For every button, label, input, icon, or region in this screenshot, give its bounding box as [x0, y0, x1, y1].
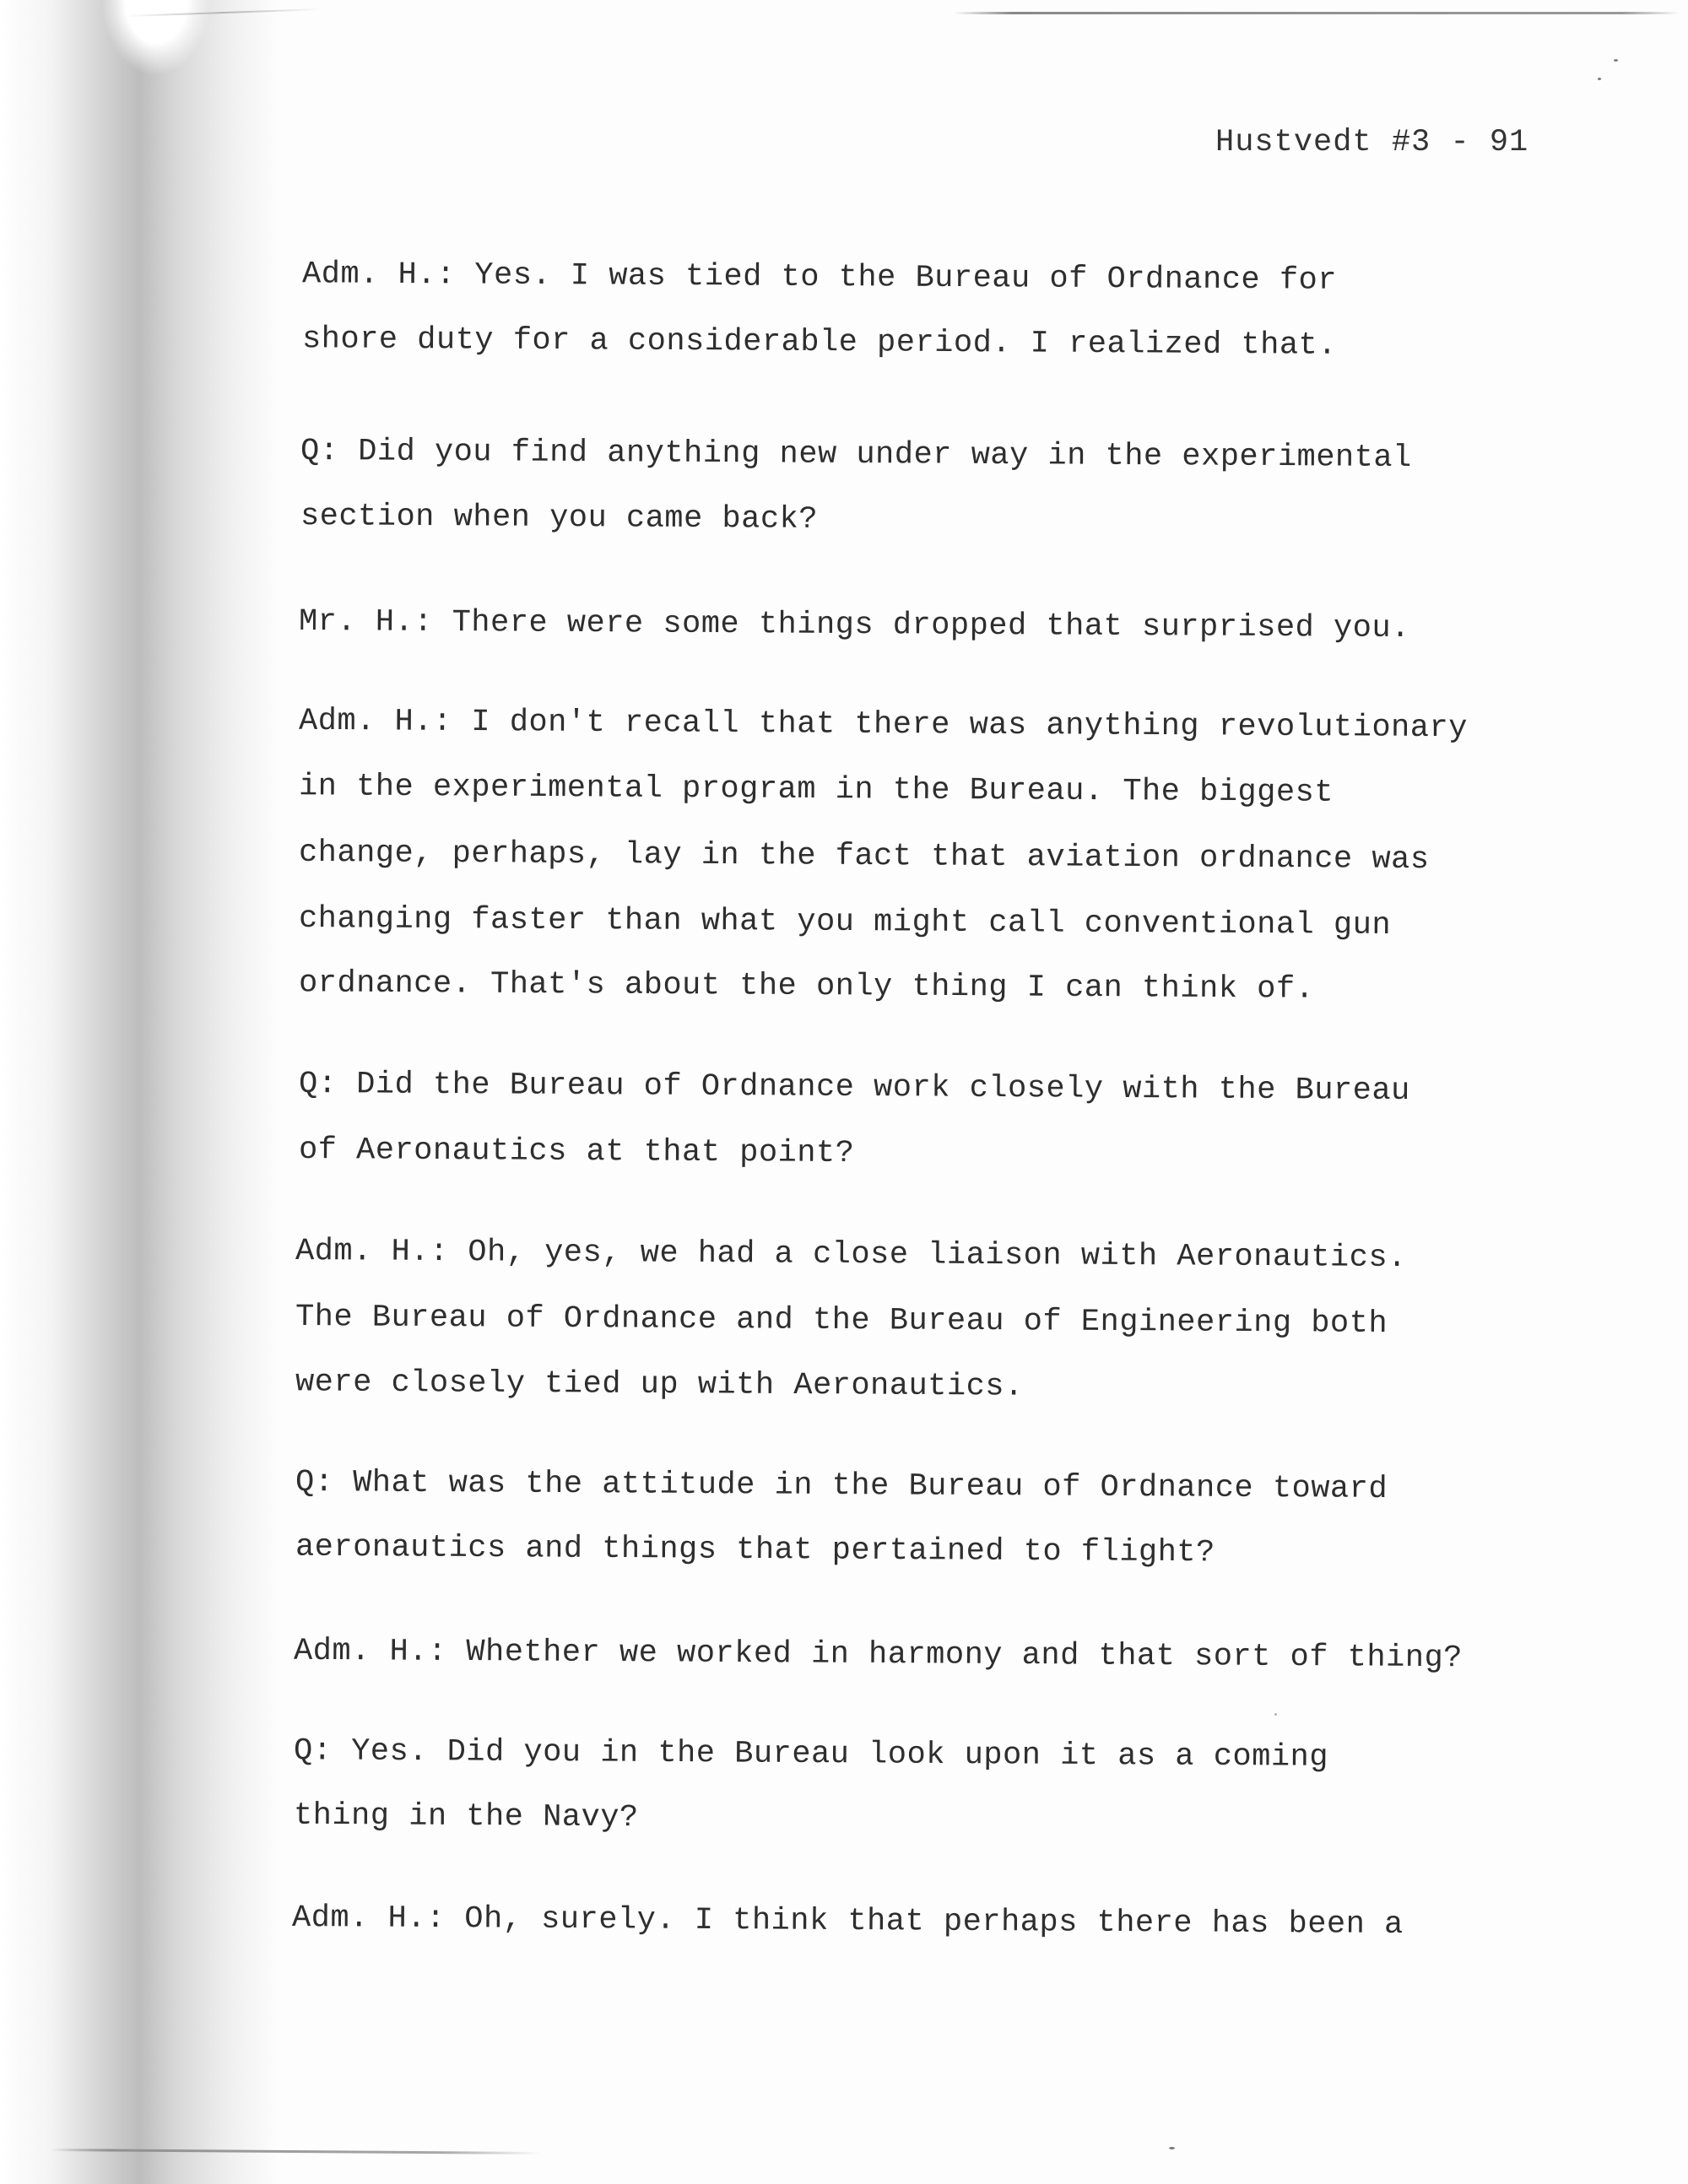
text-line: Adm. H.: Oh, yes, we had a close liaison with Aeronautics. [295, 1233, 1407, 1277]
scan-speck [1274, 1713, 1277, 1716]
text-line: ordnance. That's about the only thing I can think of. [298, 965, 1315, 1008]
text-line: Adm. H.: Yes. I was tied to the Bureau of Ordnance for [301, 257, 1338, 299]
scan-speck [1169, 2147, 1175, 2149]
page-edge-top [954, 12, 1680, 14]
text-line: shore duty for a considerable period. I realized that. [301, 322, 1338, 364]
text-line: Q: Yes. Did you in the Bureau look upon it as a coming [293, 1733, 1329, 1776]
text-line: Q: Did the Bureau of Ordnance work closely with the Bureau [298, 1066, 1410, 1110]
text-line: changing faster than what you might call conventional gun [298, 901, 1392, 943]
binding-shadow [0, 0, 279, 2184]
text-line: thing in the Navy? [293, 1797, 639, 1836]
text-line: aeronautics and things that pertained to flight? [295, 1529, 1215, 1571]
text-line: Q: What was the attitude in the Bureau of Ordnance toward [295, 1465, 1388, 1507]
text-line: section when you came back? [300, 499, 819, 538]
text-line: change, perhaps, lay in the fact that aviation ordnance was [298, 835, 1430, 878]
text-line: of Aeronautics at that point? [298, 1132, 855, 1172]
text-line: Adm. H.: I don't recall that there was anything revolutionary [298, 703, 1469, 747]
text-line: Adm. H.: Oh, surely. I think that perhaps there has been a [291, 1900, 1404, 1943]
text-line: Mr. H.: There were some things dropped that surprised you. [298, 603, 1410, 647]
text-line: Adm. H.: Whether we worked in harmony and that sort of thing? [293, 1633, 1463, 1677]
text-line: in the experimental program in the Bureau. The biggest [298, 769, 1334, 811]
text-line: The Bureau of Ordnance and the Bureau of Engineering both [295, 1300, 1388, 1342]
scan-speck [1598, 78, 1601, 80]
scan-speck [1614, 59, 1618, 62]
page-header: Hustvedt #3 - 91 [1215, 125, 1529, 160]
binding-highlight [101, 0, 211, 76]
text-line: Q: Did you find anything new under way in the experimental [300, 433, 1412, 477]
text-line: were closely tied up with Aeronautics. [295, 1365, 1024, 1405]
